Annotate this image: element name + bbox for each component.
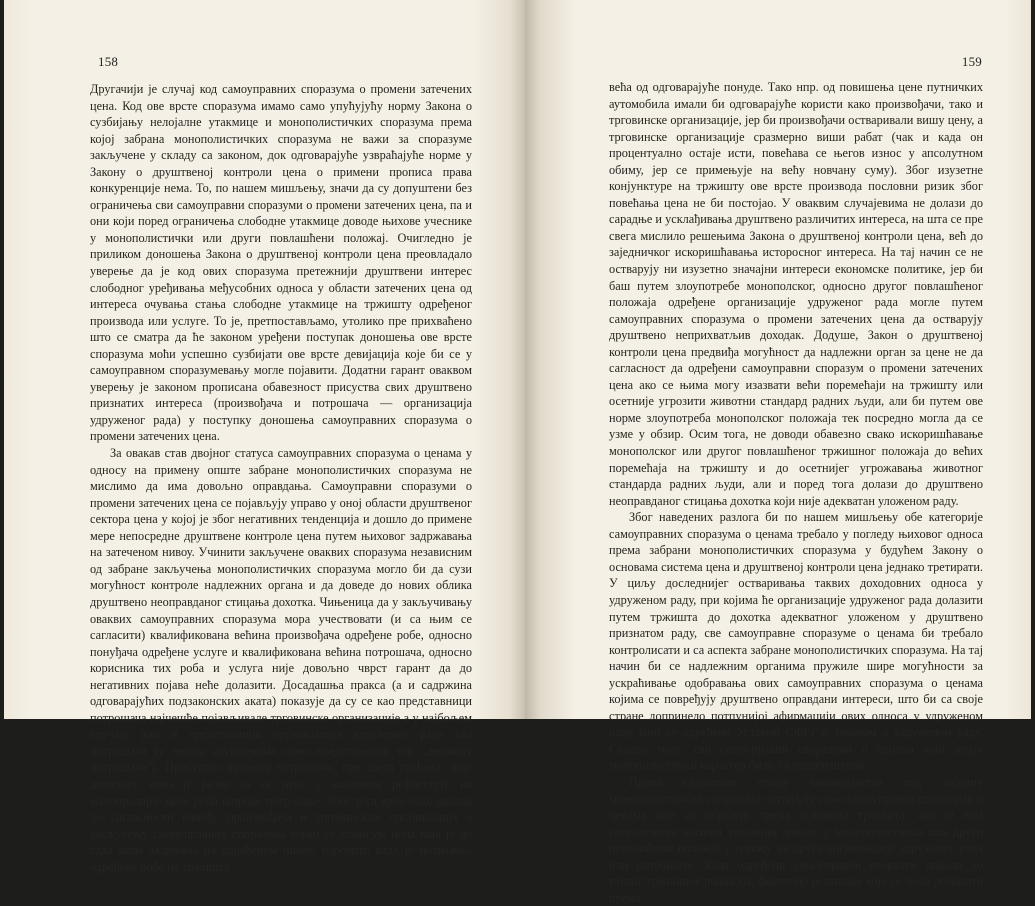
paragraph: Према садашњем стању законодавства под забрану монополистичких споразума потпадају само самоуправни споразуми о ценама које се образују према условима тржишта, ако се тим споразумима њихови учесници доводе у монополистички или други повлашћени положај у односу на друге организације удруженог рада или потрошаче. Када одређени самоуправни споразум доводи до таквог тржишног положаја, фактично је питање које се мора решавати према	[609, 774, 983, 905]
right-page-text	[609, 79, 983, 906]
paragraph: Због наведених разлога би по нашем мишљењу обе категорије самоуправних споразума о ценама требало у погледу њиховог односа према забрани монополистичких споразума у будућем Закону о основама система цена и друштвеној контроли цена једнако третирати. У циљу доследнијег остваривања таквих доходовних односа у удруженом раду, при којима ће организације удруженог рада долазити путем тржишта до дохотка адекватног уложеном у друштвено признатом раду, све самоуправне споразуме о ценама би требало контролисати и са аспекта забране монополистичких споразума. На тај начин би се надлежним органима пружиле шире могућности за ускраћивање одобравања ових самоуправних споразума о ценама којима се повређују друштвено оправдани интереси, што би са своје стране допринело потпунијој афирмацији ових односа у удруженом раду који су одређени Уставом СФРЈ и Законом о удруженом раду. Сходно томе, сви самоуправни споразуми о ценама који имају монополистички карактер били би недопуштени.	[609, 510, 983, 773]
book-spread	[4, 0, 1031, 905]
left-page-text	[90, 81, 472, 875]
paragraph: већа од одговарајуће понуде. Тако нпр. од повишења цене путничких аутомобила имали би одговарајуће користи како произвођачи, тако и трговинске организације, јер би произвођачи остваривали вишу цену, а трговинске организације сразмерно виши рабат (чак и када он процентуално остаје исти, повећава се његов износ у апсолутном обиму, јер се примењује на већу новчану суму). Због изузетне конјунктуре на тржишту ове врсте производа пословни ризик због повећања цена не би постојао. У оваквим случајевима не долази до сарадње и усклађивања друштвено различитих интереса, на шта се пре свега мислило решењима Закона о друштвеној контроли цена, већ до заједничког искоришћавања исторосног интереса. На тај начин се не остварују ни изузетно значајни интереси економске политике, јер би баш путем злоупотребе монополског, односно другог повлашћеног положаја одређене организације удруженог рада могле путем самоуправних споразума о промени затечених цена да остварују друштвено неприхватљив доходак. Додуше, Закон о друштвеној контроли цена предвиђа могућност да надлежни орган за цене не да сагласност да одређени самоуправни споразум о промени затечених цена ако се њима могу изазвати већи поремећаји на тржишту или осетније угрозити животни стандард радних људи, али би путем ове норме злоупотреба монополског положаја тек посредно могла да се узме у обзир. Осим тога, не доводи обавезно свако искоришћавање монополског или другог повлашћеног тржишног положаја до већих поремећаја на тржишту и до осетнијег угрожавања животног стандарда радних људи, али и поред тога долази до друштвено неоправданог стицања дохотка који није адекватан уложеном раду.	[609, 80, 983, 508]
paragraph: За овакав став двојног статуса самоуправних споразума о ценама у односу на примену опште забране монополистичких споразума не мислимо да има довољно оправдања. Самоуправни споразуми о промени затечених цена се појављују управо у оној области друштвеног сектора цена у којој је због негативних тенденција и дошло до примене мере непосредне друштвене контроле цена путем њиховог задржавања на затеченом нивоу. Учинити закључене оваквих споразума независним од забране закључења монополистичких споразума могло би да сузи могућност контроле надлежних органа и да доведе до нових облика друштвено неоправданог стицања дохотка. Чињеница да у закључивању оваквих самоуправних споразума мора учествовати (и са њим се сагласити) квалификована већина произвођача одређене робе, односно понуђача одређене услуге и квалификована већина потрошача, односно корисника тих роба и услуга није довољно чврст гарант да до негативних појава неће долазити. Досадашња пракса (а и садржина одговарајућих подзаконских аката) показује да су се као представници потрошача најчешће појављивале трговинске организације а у најбољем случају још и представници организација удруженог рада као потрошача (у неким случајевима само представници тзв. „великих потрошача"). Присуство крајњих потрошача, пре свега грађана, није довољно, иако је јасно да се цене у коначном рефлектују на малопродајне цене роба широке потрошње. Због тога врло лако долази до сагласности између произвођача и трговинских организација о закључењу самоуправних споразума којим се повисује цена која је до тада била задржана на одређеном нивоу, нарочито када је потражња одређене робе на тржишту	[90, 446, 472, 874]
page-number: 159	[961, 54, 982, 69]
right-page	[525, 0, 1031, 905]
paragraph: Другачији је случај код самоуправних споразума о промени затечених цена. Код ове врсте споразума имамо само упућујућу норму Закона о сузбијању нелојалне утакмице и монополистичких споразума према којој забрана монополистичких споразума не важи за споразуме закључене у складу са законом, док одговарајуће узвраћајуће норме у Закону о друштвеној контроли цена о примени прописа права конкуренције нема. То, по нашем мишљењу, значи да су допуштени без ограничења сви самоуправни споразуми о промени затечених цена, па и они који поред ограничења слободне утакмице доводе њихове учеснике у монополистички или други повлашћени положај. Очигледно је приликом доношења Закона о друштвеној контроли цена преовладало уверење да је код ових споразума претежнији друштвени интерес слободног уређивања међусобних односа у области затечених цена од интереса очувања стања слободне утакмице на тржишту одређеног производа или услуге. То је, претпостављамо, утолико пре прихваћено што се сматра да ће законом уређени поступак доношења ове врсте споразума моћи успешно сузбијати ове врсте девијација које би се у самоуправном споразумевању могле појавити. Додатни гарант оваквом уверењу је законом прописана обавезност присуства свих друштвено признатих интереса (произвођача и потрошача — организација удруженог рада) у поступку доношења самоуправних споразума о промени затечених цена.	[90, 82, 472, 444]
left-page	[4, 0, 525, 874]
page-number: 158	[98, 54, 119, 69]
